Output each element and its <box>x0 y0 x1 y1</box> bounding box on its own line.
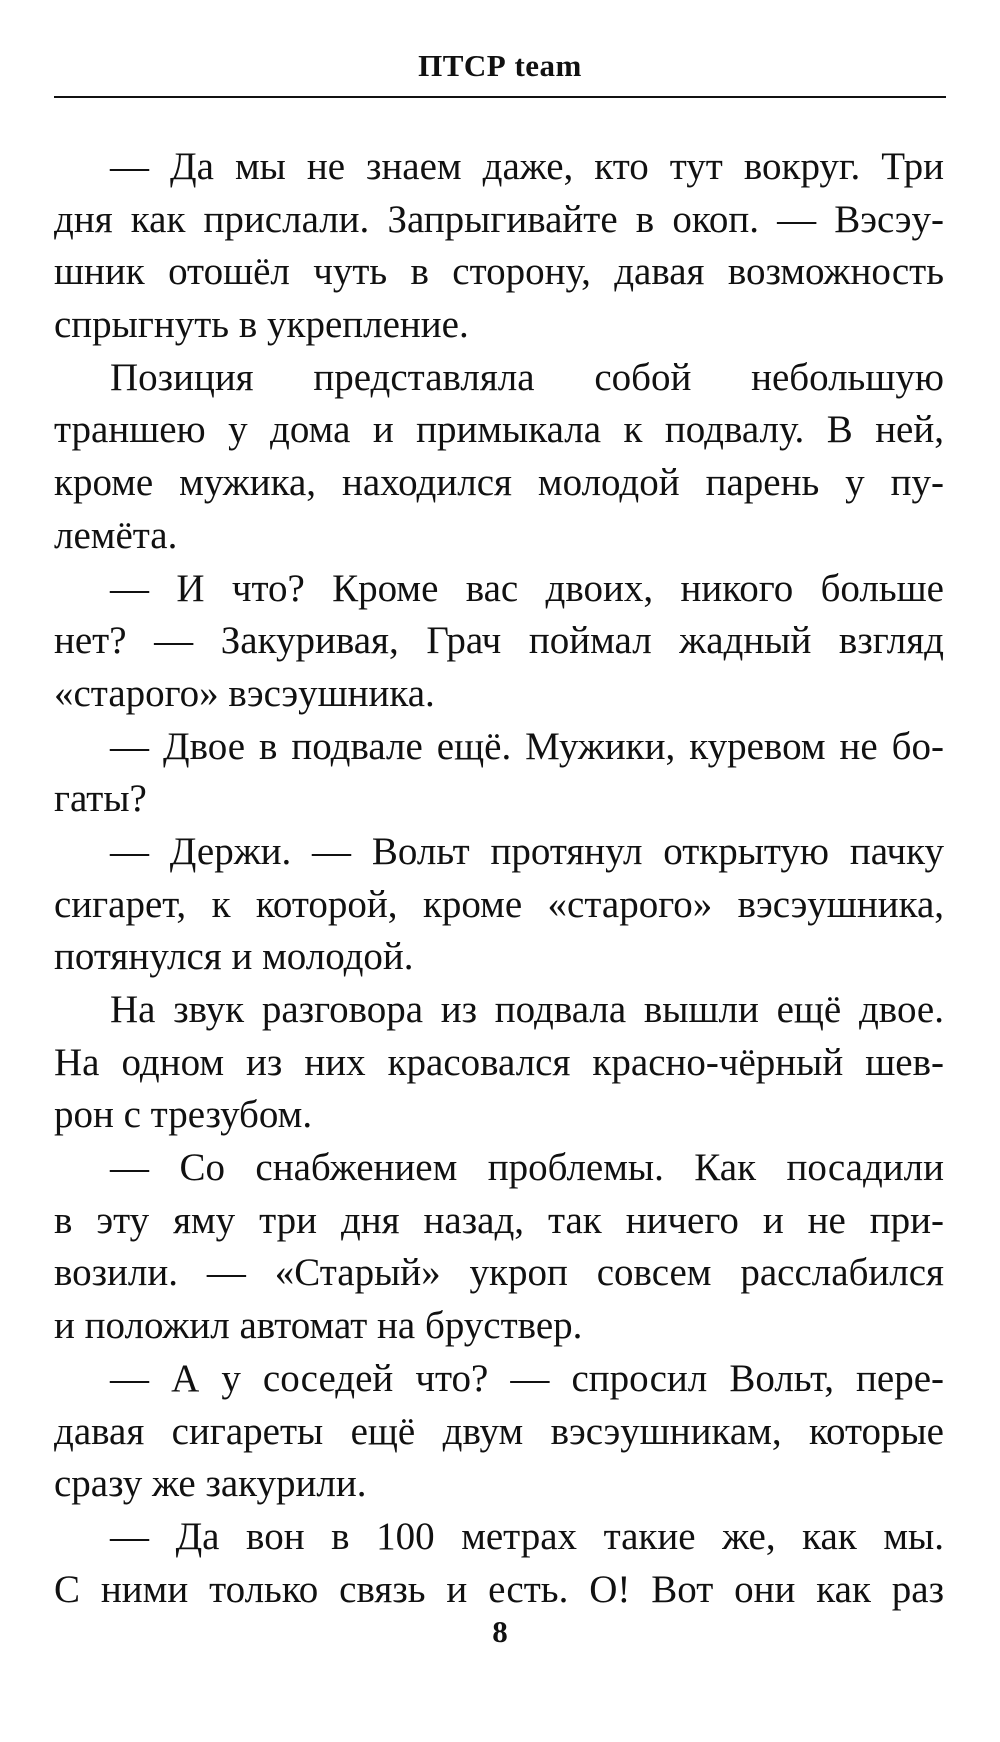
text-line: траншею у дома и примыкала к подвалу. В ней, <box>54 408 944 452</box>
paragraph <box>54 563 944 721</box>
text-line: С ними только связь и есть. О! Вот они как раз <box>54 1567 944 1611</box>
text-line: — Да вон в 100 метрах такие же, как мы. <box>110 1514 944 1558</box>
text-line: Позиция представляла собой небольшую <box>110 355 944 399</box>
text-line: На звук разговора из подвала вышли ещё двое. <box>110 988 944 1031</box>
text-line: нет? — Закуривая, Грач поймал жадный взгляд <box>54 619 944 663</box>
text-line: — И что? Кроме вас двоих, никого больше <box>110 566 944 610</box>
paragraph <box>54 352 944 563</box>
text-line: — Со снабжением проблемы. Как посадили <box>110 1146 944 1190</box>
paragraph <box>54 984 944 1142</box>
header-rule <box>54 96 946 98</box>
text-line: давая сигареты ещё двум вэсэушникам, которые <box>54 1409 944 1453</box>
paragraph <box>54 1353 944 1511</box>
text-line: На одном из них красовался красно-чёрный шев- <box>54 1040 944 1084</box>
text-line: в эту яму три дня назад, так ничего и не при- <box>54 1198 944 1242</box>
text-line: — Да мы не знаем даже, кто тут вокруг. Три <box>110 145 944 188</box>
text-line: спрыгнуть в укрепление. <box>54 303 469 347</box>
text-line: кроме мужика, находился молодой парень у пу- <box>54 461 944 505</box>
paragraph <box>54 1511 944 1616</box>
page-number: 8 <box>492 1614 508 1649</box>
paragraph <box>54 721 944 826</box>
text-line: дня как прислали. Запрыгивайте в окоп. — Вэсэу- <box>54 197 944 241</box>
paragraph <box>54 826 944 984</box>
body-text <box>54 141 944 1616</box>
text-line: — Двое в подвале ещё. Мужики, куревом не бо- <box>110 724 944 768</box>
text-line: шник отошёл чуть в сторону, давая возможность <box>54 250 944 294</box>
paragraph <box>54 141 944 352</box>
text-line: и положил автомат на бруствер. <box>54 1304 583 1348</box>
text-line: гаты? <box>54 777 147 821</box>
running-head-title: ПТСР team <box>418 48 582 83</box>
text-line: сразу же закурили. <box>54 1462 367 1506</box>
text-line: «старого» вэсэушника. <box>54 671 435 715</box>
text-line: потянулся и молодой. <box>54 935 414 979</box>
text-line: лемёта. <box>54 513 178 557</box>
text-line: рон с трезубом. <box>54 1093 313 1137</box>
text-line: возили. — «Старый» укроп совсем расслабился <box>54 1251 944 1295</box>
text-line: сигарет, к которой, кроме «старого» вэсэушника, <box>54 882 944 926</box>
text-line: — А у соседей что? — спросил Вольт, пере- <box>110 1356 944 1400</box>
text-line: — Держи. — Вольт протянул открытую пачку <box>110 829 944 873</box>
paragraph <box>54 1142 944 1353</box>
